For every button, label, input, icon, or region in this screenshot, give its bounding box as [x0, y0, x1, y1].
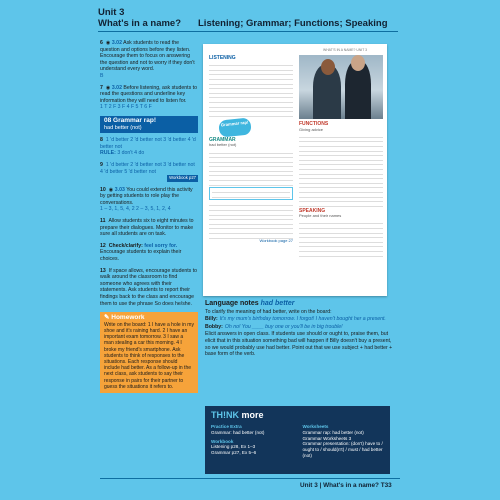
two-students-photo — [299, 55, 383, 119]
book-column-left — [209, 54, 293, 244]
think-more-col-left: Practice Extra Grammar: had better (not) Workbook Listening p28, Ex 1–3 Grammar p27, Ex 5–6 — [211, 424, 265, 456]
language-notes-title: Language notes had better — [205, 300, 295, 307]
homework-icon: ✎ — [104, 314, 112, 322]
think-more-title: TH!NK more — [211, 410, 264, 420]
audio-icon: ◉ — [105, 84, 112, 91]
homework-title: ✎ Homework — [104, 314, 145, 322]
functions-exercise-lines — [299, 133, 383, 207]
footer-divider — [100, 478, 400, 479]
dialogue-line-1: Billy: It's my mum's birthday tomorrow. I forgot! I haven't bought her a present. — [205, 316, 386, 323]
grammar-heading: GRAMMAR — [209, 136, 236, 143]
homework-text: Write on the board: 1 I have a hole in my shoe and it's raining hard. 2 I have an important exam tomorrow. 3 I saw a man stealing a car this morning. 4 I broke my friend's smartphone. Ask students to think of responses to the situations. Each response should include had better. As a follow-up in the next class, ask students to say their response in pairs for their partner to guess the situations it refers to. — [104, 321, 194, 390]
speaking-exercise-lines — [299, 220, 383, 257]
speaking-heading: SPEAKING — [299, 207, 326, 214]
note-11: 11 Allow students six to eight minutes to prepare their dialogues. Monitor to make sure all students are on task. — [100, 218, 194, 238]
book-column-right — [299, 54, 383, 257]
workbook-reference: Workbook page 27 — [259, 237, 293, 243]
language-notes-text: Elicit answers in open class. If students use should or ought to, praise them, but elicit that in this situation something bad will happen if Billy doesn't buy a present, so we would probably use had better. Point out that we use subject + had better + base form of the verb. — [205, 331, 393, 358]
listening-heading: LISTENING — [209, 55, 236, 61]
student-book-page — [203, 44, 387, 296]
listening-exercise-lines — [209, 62, 293, 117]
note-13: 13 If space allows, encourage students to walk around the classroom to find someone who agrees with their statements. Ask students to report their findings back to the class and encourage them to use the phrase So does he/she. — [100, 267, 198, 307]
language-notes — [205, 301, 395, 359]
dialogue-line-2: Bobby: Oh no! You ____ buy one or you'll be in big trouble! — [205, 323, 343, 330]
grammar-subheading: had better (not) — [209, 142, 237, 148]
unit-label: Unit 3 — [98, 7, 125, 18]
functions-subheading: Giving advice — [299, 126, 324, 132]
homework-box — [100, 312, 198, 393]
speaking-subheading: People and their names — [299, 213, 342, 219]
workbook-tag: Workbook p27 — [169, 175, 196, 181]
teacher-notes-column — [100, 40, 198, 393]
functions-heading: FUNCTIONS — [299, 121, 329, 127]
note-8: 8 1 'd better 2 'd better not 3 'd better 4 'd better not RULE: 3 don't 4 do — [100, 137, 196, 157]
unit-title: What's in a name? — [98, 18, 182, 29]
note-6: 6 ◉ 3.02 Ask students to read the question and options before they listen. Encourage them to focus on answering the question and not to worry if they don't understand every word. B — [100, 40, 195, 79]
page-footer: Unit 3 | What's in a name? T33 — [300, 482, 392, 489]
note-10: 10 ◉ 3.03 You could extend this activity by getting students to role play the conversations. 1 – 3, 1, 5, 4, 2 2 – 3, 5, 1, 2, 4 — [100, 186, 193, 213]
page-header — [0, 0, 500, 36]
language-notes-intro: To clarify the meaning of had better, write on the board: — [205, 308, 332, 315]
person-head-right — [351, 55, 365, 71]
grammar-rap-badge: Grammar rap! — [218, 117, 252, 137]
note-12: 12 Check/clarify: feel sorry for. Encourage students to explain their choices. — [100, 242, 182, 263]
header-sections: Listening; Grammar; Functions; Speaking — [198, 18, 388, 29]
think-more-box — [205, 406, 390, 474]
header-divider — [98, 31, 398, 32]
book-page-header: WHAT'S IN A NAME? UNIT 3 — [323, 48, 368, 52]
audio-icon: ◉ — [108, 186, 115, 193]
person-head-left — [321, 59, 335, 75]
audio-icon: ◉ — [105, 40, 112, 46]
think-more-col-right: Worksheets Grammar rap: had better (not) Grammar Worksheets 3 Grammar presentation: (don't) have to / ought to / should(n't) / must / had better (not) — [302, 424, 383, 458]
grammar-rap-banner: 08 Grammar rap! had better (not) — [100, 116, 198, 133]
note-9: 9 1 'd better 2 'd better not 3 'd better not 4 'd better 5 'd better not Workbook p27 — [100, 161, 196, 181]
note-7: 7 ◉ 3.02 Before listening, ask students to read the questions and underline key information they will need to listen for. 1 T 2 F 3 F 4 F 5 T 6 F — [100, 84, 197, 111]
grammar-rule-box — [209, 187, 293, 200]
grammar-exercise-lines — [209, 149, 293, 186]
grammar-exercise-lines-2 — [209, 202, 293, 239]
